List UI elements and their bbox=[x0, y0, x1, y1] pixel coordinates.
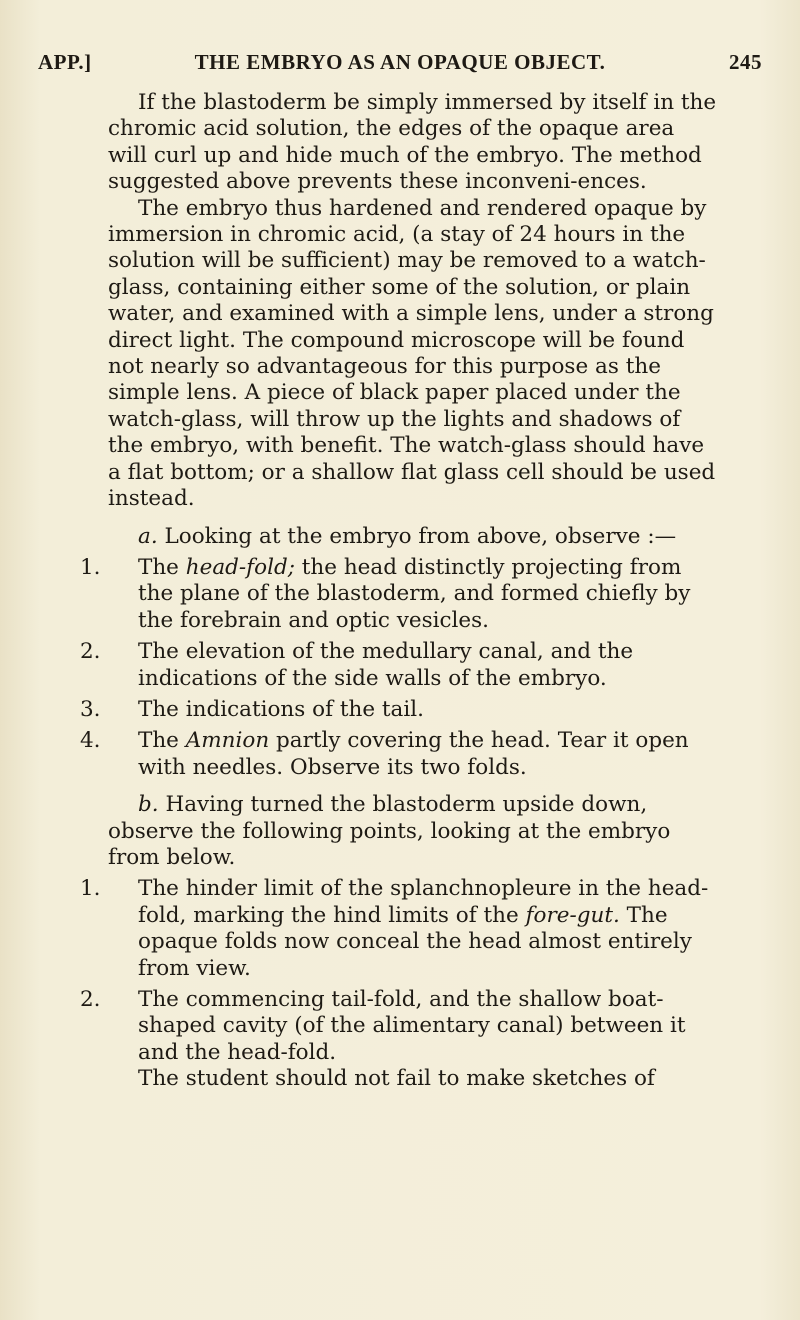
section-b-marker: b. bbox=[138, 792, 159, 818]
list-item bbox=[80, 728, 718, 781]
item-term: Amnion bbox=[185, 728, 270, 754]
item-number: 1. bbox=[80, 554, 101, 580]
section-a-intro-text: Looking at the embryo from above, observe :— bbox=[164, 523, 677, 549]
section-a-intro bbox=[108, 524, 718, 550]
running-head bbox=[38, 50, 762, 80]
item-text: The bbox=[138, 728, 186, 754]
item-text: The opaque folds now conceal the head almost entirely from view. bbox=[138, 902, 692, 981]
running-title: THE EMBRYO AS AN OPAQUE OBJECT. bbox=[194, 50, 606, 74]
list-item bbox=[80, 554, 718, 634]
item-text: The commencing tail-fold, and the shallow boat-shaped cavity (of the alimentary canal) between it and the head-fold. bbox=[138, 987, 686, 1065]
item-term: fore-gut. bbox=[525, 902, 620, 928]
item-number: 2. bbox=[80, 639, 101, 665]
body-text bbox=[80, 90, 718, 1093]
item-text: the head distinctly projecting from the plane of the blastoderm, and formed chiefly by the forebrain and optic vesicles. bbox=[138, 554, 691, 633]
item-text: The indications of the tail. bbox=[138, 696, 424, 722]
item-text: The bbox=[138, 554, 186, 580]
item-number: 2. bbox=[80, 987, 101, 1012]
item-text: The hinder limit of the splanchnopleure in the head-fold, marking the hind limits of the bbox=[138, 876, 709, 928]
paragraph-closing: The student should not fail to make sketches of bbox=[138, 1066, 655, 1092]
item-text: partly covering the head. Tear it open with needles. Observe its two folds. bbox=[138, 728, 689, 780]
section-b-intro bbox=[108, 792, 718, 871]
list-item bbox=[80, 987, 718, 1066]
item-number: 4. bbox=[80, 728, 101, 754]
list-item bbox=[80, 876, 718, 982]
item-number: 3. bbox=[80, 696, 101, 722]
list-item bbox=[80, 696, 718, 723]
page-number: 245 bbox=[729, 50, 762, 74]
appendix-label: APP.] bbox=[38, 50, 92, 74]
section-b-intro-text: Having turned the blastoderm upside down, observe the following points, looking at the embryo from below. bbox=[108, 792, 671, 870]
list-item bbox=[80, 639, 718, 692]
section-a-marker: a. bbox=[138, 523, 158, 549]
item-text: The elevation of the medullary canal, and the indications of the side walls of the embryo. bbox=[138, 639, 634, 691]
item-number: 1. bbox=[80, 876, 101, 902]
item-term: head-fold; bbox=[185, 554, 295, 580]
paragraph-hardened-embryo: The embryo thus hardened and rendered opaque by immersion in chromic acid, (a stay of 24 hours in the solution will be sufficient) may be removed to a watch-glass, containing either some of the solution, or plain water, and examined with a simple lens, under a strong direct light. The compound microscope will be found not nearly so advantageous for this purpose as the simple lens. A piece of black paper placed under the watch-glass, will throw up the lights and shadows of the embryo, with benefit. The watch-glass should have a flat bottom; or a shallow flat glass cell should be used instead. bbox=[108, 195, 716, 512]
paragraph-immersion: If the blastoderm be simply immersed by itself in the chromic acid solution, the edges of the opaque area will curl up and hide much of the embryo. The method suggested above prevents these inconveni-ences. bbox=[108, 90, 717, 195]
